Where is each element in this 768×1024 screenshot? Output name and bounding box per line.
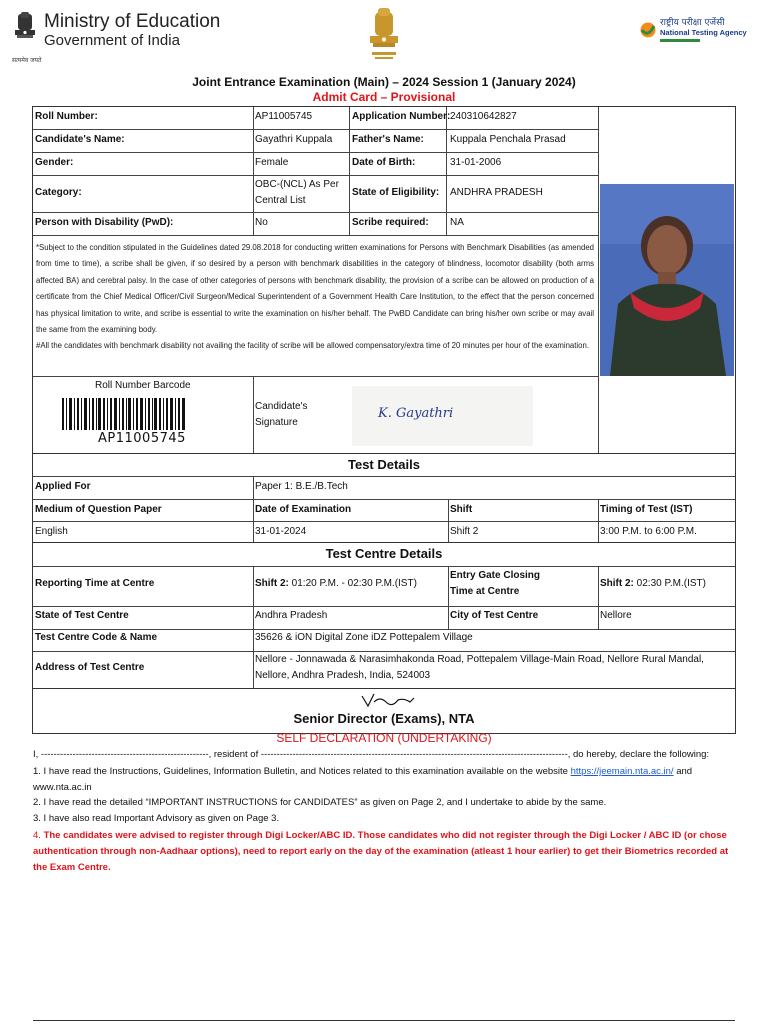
test-centre-heading: Test Centre Details — [325, 546, 443, 561]
gender-value: Female — [255, 157, 289, 168]
ministry-logo — [12, 11, 221, 64]
gate-closing-value — [600, 576, 706, 592]
roll-number-value: AP11005745 — [255, 111, 313, 122]
declaration-heading: SELF DECLARATION (UNDERTAKING) — [276, 731, 492, 745]
date-of-exam-label: Date of Examination — [255, 504, 352, 515]
scribe-note — [36, 240, 594, 355]
state-eligibility-value: ANDHRA PRADESH — [450, 187, 543, 198]
pwd-value: No — [255, 217, 268, 228]
test-details-heading: Test Details — [347, 457, 420, 472]
father-name-value: Kuppala Penchala Prasad — [450, 134, 566, 145]
reporting-time: 01:20 P.M. - 02:30 P.M.(IST) — [291, 578, 417, 589]
application-number-value: 240310642827 — [450, 111, 517, 122]
city-of-centre-label: City of Test Centre — [450, 610, 539, 621]
national-emblem-icon — [12, 12, 38, 52]
medium-label: Medium of Question Paper — [35, 504, 162, 515]
application-number-label: Application Number: — [352, 111, 451, 122]
footer-divider — [33, 1020, 735, 1021]
reporting-shift: Shift 2: — [255, 578, 289, 589]
category-label: Category: — [35, 187, 82, 198]
national-emblem-gold-icon — [364, 8, 404, 66]
roll-number-label: Roll Number: — [35, 111, 98, 122]
declaration-item-4 — [33, 828, 743, 876]
ministry-title: Ministry of Education — [44, 11, 221, 32]
date-of-exam-value: 31-01-2024 — [255, 526, 307, 537]
reporting-time-label: Reporting Time at Centre — [35, 578, 155, 589]
reporting-time-value — [255, 576, 417, 592]
pwd-label: Person with Disability (PwD): — [35, 217, 174, 228]
barcode-text: AP11005745 — [98, 431, 186, 446]
scribe-note-text: *Subject to the condition stipulated in the Guidelines dated 29.08.2018 for conducting written examinations for Persons with Benchmark Disabilities (as amended from time to time), a scribe shall be given, if so desired by a person with benchmark disabilities in the category of blindness, locomotor disability (both arms affected BA) and cerebral palsy. In the case of other categories of persons with benchmark disability, the provision of a scribe can be allowed on production of a certificate from the Chief Medical Officer/Civil Surgeon/Medical Superintendent of a Government Health Care Institution, to the effect that the person concerned has physical limitation to write, and scribe is essential to write the examination on his/her behalf. The PwBD Candidate can bring his/her own scribe or may avail the same from the examining body. — [36, 243, 594, 335]
jeemain-website-link[interactable]: https://jeemain.nta.ac.in/ — [570, 766, 674, 777]
declaration-item-3: 3. I have also read Important Advisory as given on Page 3. — [33, 813, 280, 824]
candidate-signature-image — [352, 386, 533, 446]
address-value: Nellore - Jonnawada & Narasimhakonda Road, Pottepalem Village-Main Road, Nellore Rural Mandal, Nellore, Andhra Pradesh, India, 524003 — [255, 654, 704, 681]
candidate-photo-image — [600, 184, 734, 376]
scribe-value: NA — [450, 217, 464, 228]
exam-title: Joint Entrance Examination (Main) – 2024 Session 1 (January 2024) — [192, 75, 576, 89]
page-header — [0, 0, 768, 70]
nta-name: National Testing Agency — [660, 28, 747, 37]
timing-value: 3:00 P.M. to 6:00 P.M. — [600, 526, 697, 537]
declaration-item-4-number: 4. — [33, 830, 41, 841]
dob-value: 31-01-2006 — [450, 157, 502, 168]
centre-code-label: Test Centre Code & Name — [35, 632, 158, 643]
gate-closing-label: Entry Gate Closing Time at Centre — [450, 570, 541, 597]
scribe-label: Scribe required: — [352, 217, 429, 228]
signature-text: K. Gayathri — [378, 406, 454, 421]
nta-tagline-bar — [660, 39, 700, 42]
signature-label: Candidate's Signature — [255, 401, 308, 428]
barcode-label: Roll Number Barcode — [95, 380, 191, 391]
shift-label: Shift — [450, 504, 473, 515]
declaration-item-1-text: 1. I have read the Instructions, Guidelines, Information Bulletin, and Notices related to this examination available on the website — [33, 766, 568, 777]
gate-time: 02:30 P.M.(IST) — [636, 578, 706, 589]
candidate-photo — [600, 184, 734, 376]
state-of-centre-label: State of Test Centre — [35, 610, 129, 621]
admit-card-title: Admit Card – Provisional — [312, 90, 456, 104]
motto-text: सत्यमेव जयते — [12, 57, 42, 64]
gender-label: Gender: — [35, 157, 74, 168]
state-eligibility-label: State of Eligibility: — [352, 187, 440, 198]
nta-hindi-name: राष्ट्रीय परीक्षा एजेंसी — [660, 18, 725, 28]
declaration-item-2: 2. I have read the detailed “IMPORTANT INSTRUCTIONS for CANDIDATES” as given on Page 2, and I undertake to abide by the same. — [33, 797, 607, 808]
category-value: OBC-(NCL) As Per Central List — [255, 179, 339, 206]
nta-check-icon — [640, 22, 656, 38]
state-of-centre-value: Andhra Pradesh — [255, 610, 328, 621]
nta-logo — [640, 18, 747, 42]
father-name-label: Father's Name: — [352, 134, 424, 145]
compensatory-time-note: #All the candidates with benchmark disability not availing the facility of scribe will be allowed compensatory/extra time of 20 minutes per hour of the examination. — [36, 341, 589, 351]
city-of-centre-value: Nellore — [600, 610, 632, 621]
dob-label: Date of Birth: — [352, 157, 416, 168]
centre-code-value: 35626 & iON Digital Zone iDZ Pottepalem Village — [255, 632, 473, 643]
declaration-item-4-text: The candidates were advised to register through Digi Locker/ABC ID. Those candidates who did not register through the Digi Locker / ABC ID (or chose authentication through non-Aadhaar options), need to report early on the day of the examination (atleast 1 hour earlier) to get their Biometrics recorded at the Exam Centre. — [33, 830, 729, 873]
declaration-item-1-suffix: and www.nta.ac.in — [33, 766, 693, 793]
director-title: Senior Director (Exams), NTA — [293, 711, 475, 726]
medium-value: English — [35, 526, 68, 537]
applied-for-value: Paper 1: B.E./B.Tech — [255, 481, 348, 492]
timing-label: Timing of Test (IST) — [600, 504, 693, 515]
ministry-subtitle: Government of India — [44, 32, 180, 49]
applied-for-label: Applied For — [35, 481, 91, 492]
declaration-item-1 — [33, 764, 743, 796]
gate-shift: Shift 2: — [600, 578, 634, 589]
candidate-name-label: Candidate's Name: — [35, 134, 125, 145]
address-label: Address of Test Centre — [35, 662, 145, 673]
shift-value: Shift 2 — [450, 526, 479, 537]
candidate-name-value: Gayathri Kuppala — [255, 134, 333, 145]
declaration-line-1: I, -----------------------------------------------------, resident of -------------------------------------------------------------------------------------------------, do hereby, declare the following: — [33, 749, 710, 760]
roll-number-barcode — [62, 398, 186, 430]
director-signature-image — [360, 692, 416, 708]
